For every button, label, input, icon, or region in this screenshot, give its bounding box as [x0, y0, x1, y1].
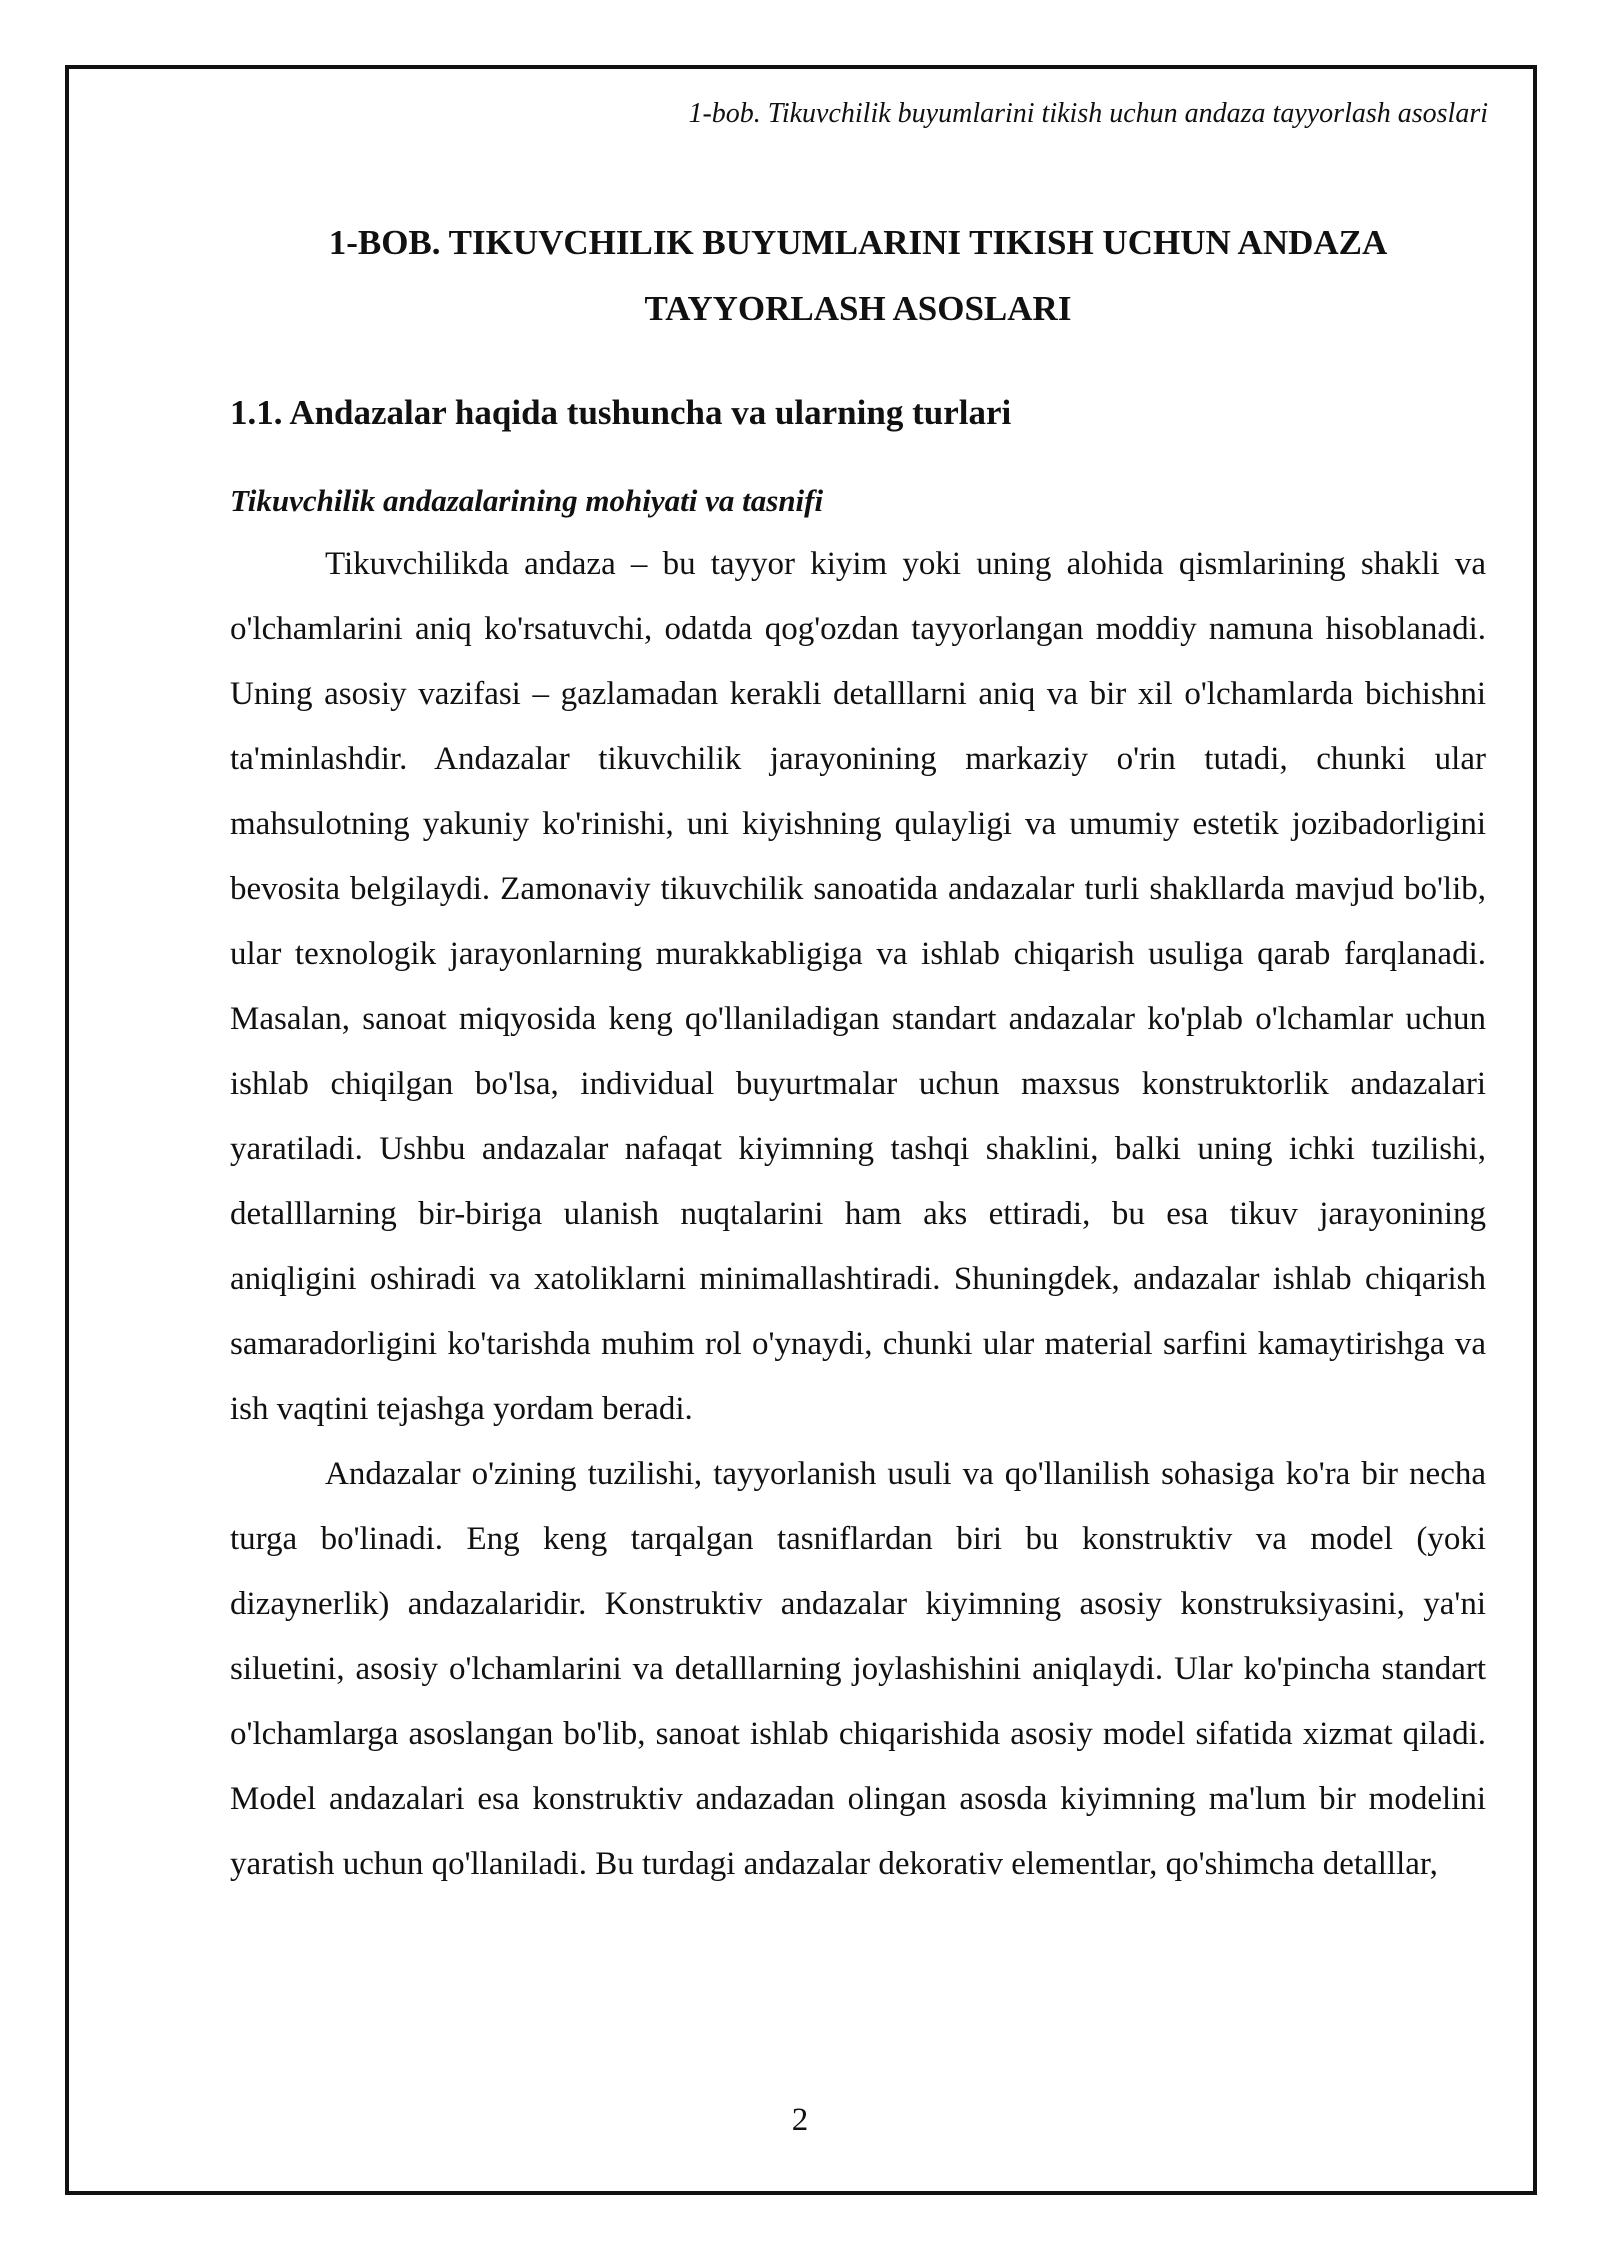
body-paragraph: Tikuvchilikda andaza – bu tayyor kiyim yoki uning alohida qismlarining shakli va o'lchamlarini aniq ko'rsatuvchi, odatda qog'ozdan tayyorlangan moddiy namuna hisoblanadi. Uning asosiy vazifasi – gazlamadan kerakli detalllarni aniq va bir xil o'lchamlarda bichishni ta'minlashdir. Andazalar tikuvchilik jarayonining markaziy o'rin tutadi, chunki ular mahsulotning yakuniy ko'rinishi, uni kiyishning qulayligi va umumiy estetik jozibadorligini bevosita belgilaydi. Zamonaviy tikuvchilik sanoatida andazalar turli shakllarda mavjud bo'lib, ular texnologik jarayonlarning murakkabligiga va ishlab chiqarish usuliga qarab farqlanadi. Masalan, sanoat miqyosida keng qo'llaniladigan standart andazalar ko'plab o'lchamlar uchun ishlab chiqilgan bo'lsa, individual buyurtmalar uchun maxsus konstruktorlik andazalari yaratiladi. Ushbu andazalar nafaqat kiyimning tashqi shaklini, balki uning ichki tuzilishi, detalllarning bir-biriga ulanish nuqtalarini ham aks ettiradi, bu esa tikuv jarayonining aniqligini oshiradi va xatoliklarni minimallashtiradi. Shuningdek, andazalar ishlab chiqarish samaradorligini ko'tarishda muhim rol o'ynaydi, chunki ular material sarfini kamaytirishga va ish vaqtini tejashga yordam beradi.	[230, 546, 1486, 1427]
body-paragraph: Andazalar o'zining tuzilishi, tayyorlanish usuli va qo'llanilish sohasiga ko'ra bir necha turga bo'linadi. Eng keng tarqalgan tasniflardan biri bu konstruktiv va model (yoki dizaynerlik) andazalaridir. Konstruktiv andazalar kiyimning asosiy konstruksiyasini, ya'ni siluetini, asosiy o'lchamlarini va detalllarning joylashishini aniqlaydi. Ular ko'pincha standart o'lchamlarga asoslangan bo'lib, sanoat ishlab chiqarishida asosiy model sifatida xizmat qiladi. Model andazalari esa konstruktiv andazadan olingan asosda kiyimning ma'lum bir modelini yaratish uchun qo'llaniladi. Bu turdagi andazalar dekorativ elementlar, qo'shimcha detalllar,	[230, 1456, 1486, 1882]
section-title: 1.1. Andazalar haqida tushuncha va ularning turlari	[230, 393, 1012, 432]
chapter-title: 1-BOB. TIKUVCHILIK BUYUMLARINI TIKISH UCHUN ANDAZA TAYYORLASH ASOSLARI	[328, 223, 1388, 328]
running-header: 1-bob. Tikuvchilik buyumlarini tikish uchun andaza tayyorlash asoslari	[688, 98, 1488, 129]
page-content	[230, 210, 1486, 1897]
subsection-title: Tikuvchilik andazalarining mohiyati va tasnifi	[230, 483, 824, 518]
page-number: 2	[791, 2102, 809, 2138]
